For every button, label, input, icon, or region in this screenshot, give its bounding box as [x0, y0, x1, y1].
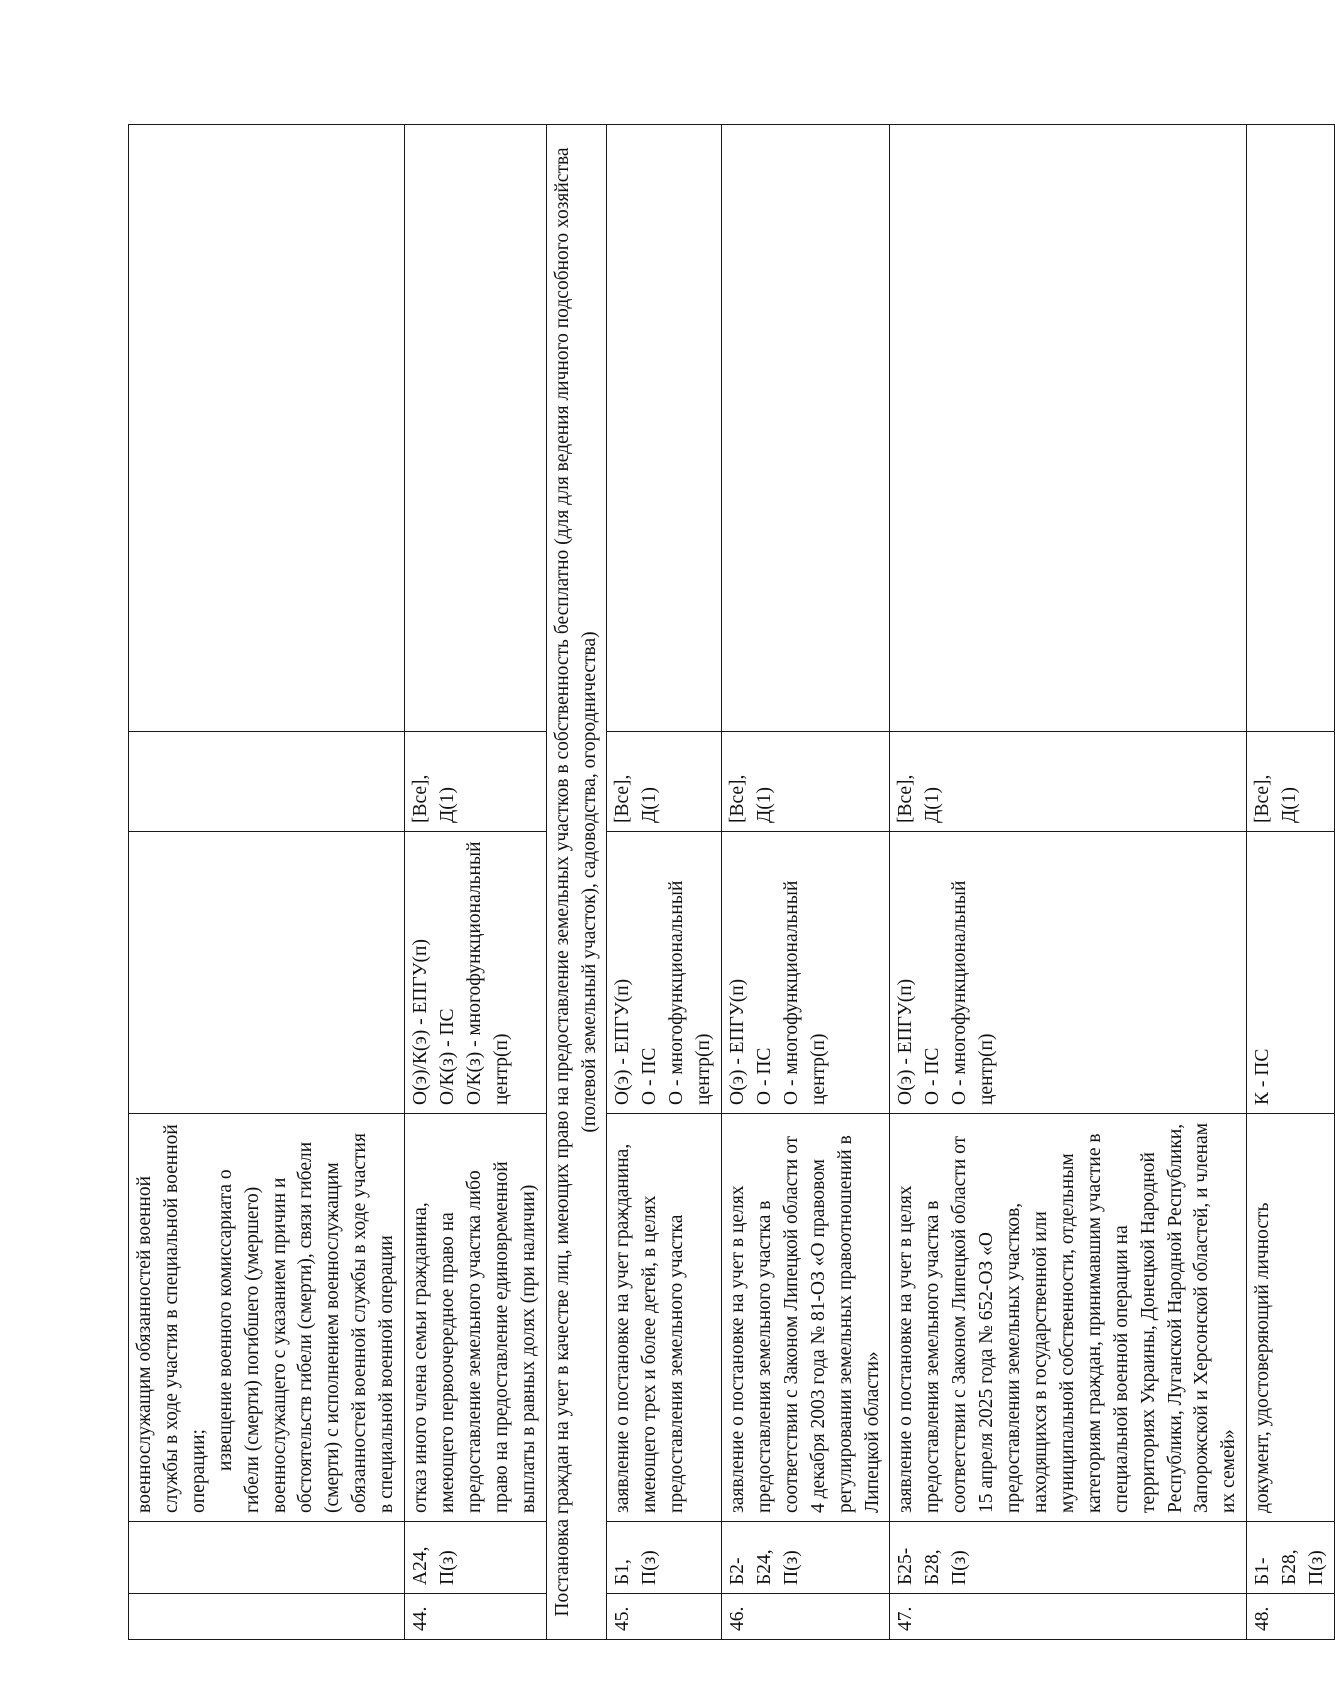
rotated-document: [128, 125, 1328, 1640]
row-number: 45.: [607, 1594, 722, 1640]
section-heading-row: [546, 125, 607, 1640]
method-line: К - ПС: [1252, 1048, 1274, 1105]
row-code: Б1-Б28, П(з): [1247, 1522, 1335, 1594]
continuation-line: извещение военного комиссариата о гибели (смерти) погибшего (умершего) военнослужащего с указанием причин и обстоятельств гибели (смерти), связи гибели (смерти) с исполнением военнослужащим обязанностей военной службы в ходе участия в специальной военной операции: [214, 1133, 398, 1513]
method-line: О/К(з) - ПС: [436, 1008, 458, 1105]
row-notes: [1247, 125, 1335, 732]
row-document: заявление о постановке на учет в целях предоставления земельного участка в соответствии с Законом Липецкой области от 15 апреля 2025 года № 652-ОЗ «О предоставлении земельных участков, находящихся в государственной или муниципальной собственности, отдельным категориям граждан, принимавшим участие в специальной военной операции на территориях Украины, Донецкой Народной Республики, Луганской Народной Республики, Запорожской и Херсонской областей, и членам их семей»: [890, 1114, 1247, 1522]
method-line: О - ПС: [753, 1047, 775, 1105]
cell-number: [129, 1594, 405, 1640]
row-method: [607, 832, 722, 1114]
row-method: [890, 832, 1247, 1114]
row-number: 44.: [405, 1594, 547, 1640]
section-title: Постановка граждан на учет в качестве лиц, имеющих право на предоставление земельных участков в собственность бесплатно (для для ведения личного подсобного хозяйства (полевой земельный участок), садоводства, огородничества): [546, 125, 607, 1640]
row-applicant: [Все], Д(1): [722, 732, 890, 832]
method-line: О/К(з) - многофункциональный центр(п): [463, 841, 512, 1105]
row-applicant: [Все], Д(1): [405, 732, 547, 832]
row-applicant: [Все], Д(1): [890, 732, 1247, 832]
row-method: [1247, 832, 1335, 1114]
row-notes: [722, 125, 890, 732]
documents-table: [128, 124, 1335, 1640]
method-line: О - многофункциональный центр(п): [949, 880, 998, 1105]
row-document: документ, удостоверяющий личность: [1247, 1114, 1335, 1522]
row-number: 48.: [1247, 1594, 1335, 1640]
row-method: [722, 832, 890, 1114]
row-code: Б2-Б24, П(з): [722, 1522, 890, 1594]
row-method: [405, 832, 547, 1114]
row-code: А24, П(з): [405, 1522, 547, 1594]
row-code: Б25-Б28, П(з): [890, 1522, 1247, 1594]
method-line: О - ПС: [922, 1047, 944, 1105]
row-document: заявление о постановке на учет гражданина, имеющего трех и более детей, в целях предоставления земельного участка: [607, 1114, 722, 1522]
cell-notes: [129, 125, 405, 732]
method-line: О(э)/К(э) - ЕПГУ(п): [410, 939, 432, 1105]
cell-code: [129, 1522, 405, 1594]
table-row: [890, 125, 1247, 1640]
row-notes: [890, 125, 1247, 732]
row-notes: [405, 125, 547, 732]
method-line: О - многофункциональный центр(п): [780, 880, 829, 1105]
cell-method: [129, 832, 405, 1114]
row-number: 46.: [722, 1594, 890, 1640]
table-row: [607, 125, 722, 1640]
method-line: О(э) - ЕПГУ(п): [895, 978, 917, 1105]
table-row: [405, 125, 547, 1640]
row-applicant: [Все], Д(1): [607, 732, 722, 832]
row-number: 47.: [890, 1594, 1247, 1640]
row-document: заявление о постановке на учет в целях предоставления земельного участка в соответствии с Законом Липецкой области от 4 декабря 2003 года № 81-ОЗ «О правовом регулировании земельных правоотношений в Липецкой области»: [722, 1114, 890, 1522]
cell-document: [129, 1114, 405, 1522]
method-line: О(э) - ЕПГУ(п): [727, 978, 749, 1105]
continuation-line: военнослужащим обязанностей военной службы в ходе участия в специальной военной операции;: [134, 1124, 209, 1513]
row-applicant: [Все], Д(1): [1247, 732, 1335, 832]
row-notes: [607, 125, 722, 732]
row-document: отказ иного члена семьи гражданина, имеющего первоочередное право на предоставление земельного участка либо право на предоставление единовременной выплаты в равных долях (при наличии): [405, 1114, 547, 1522]
method-line: О - многофункциональный центр(п): [666, 880, 715, 1105]
table-row: [1247, 125, 1335, 1640]
method-line: О - ПС: [639, 1047, 661, 1105]
cell-applicant: [129, 732, 405, 832]
table-row-continuation: [129, 125, 405, 1640]
method-line: О(э) - ЕПГУ(п): [612, 978, 634, 1105]
row-code: Б1, П(з): [607, 1522, 722, 1594]
table-row: [722, 125, 890, 1640]
